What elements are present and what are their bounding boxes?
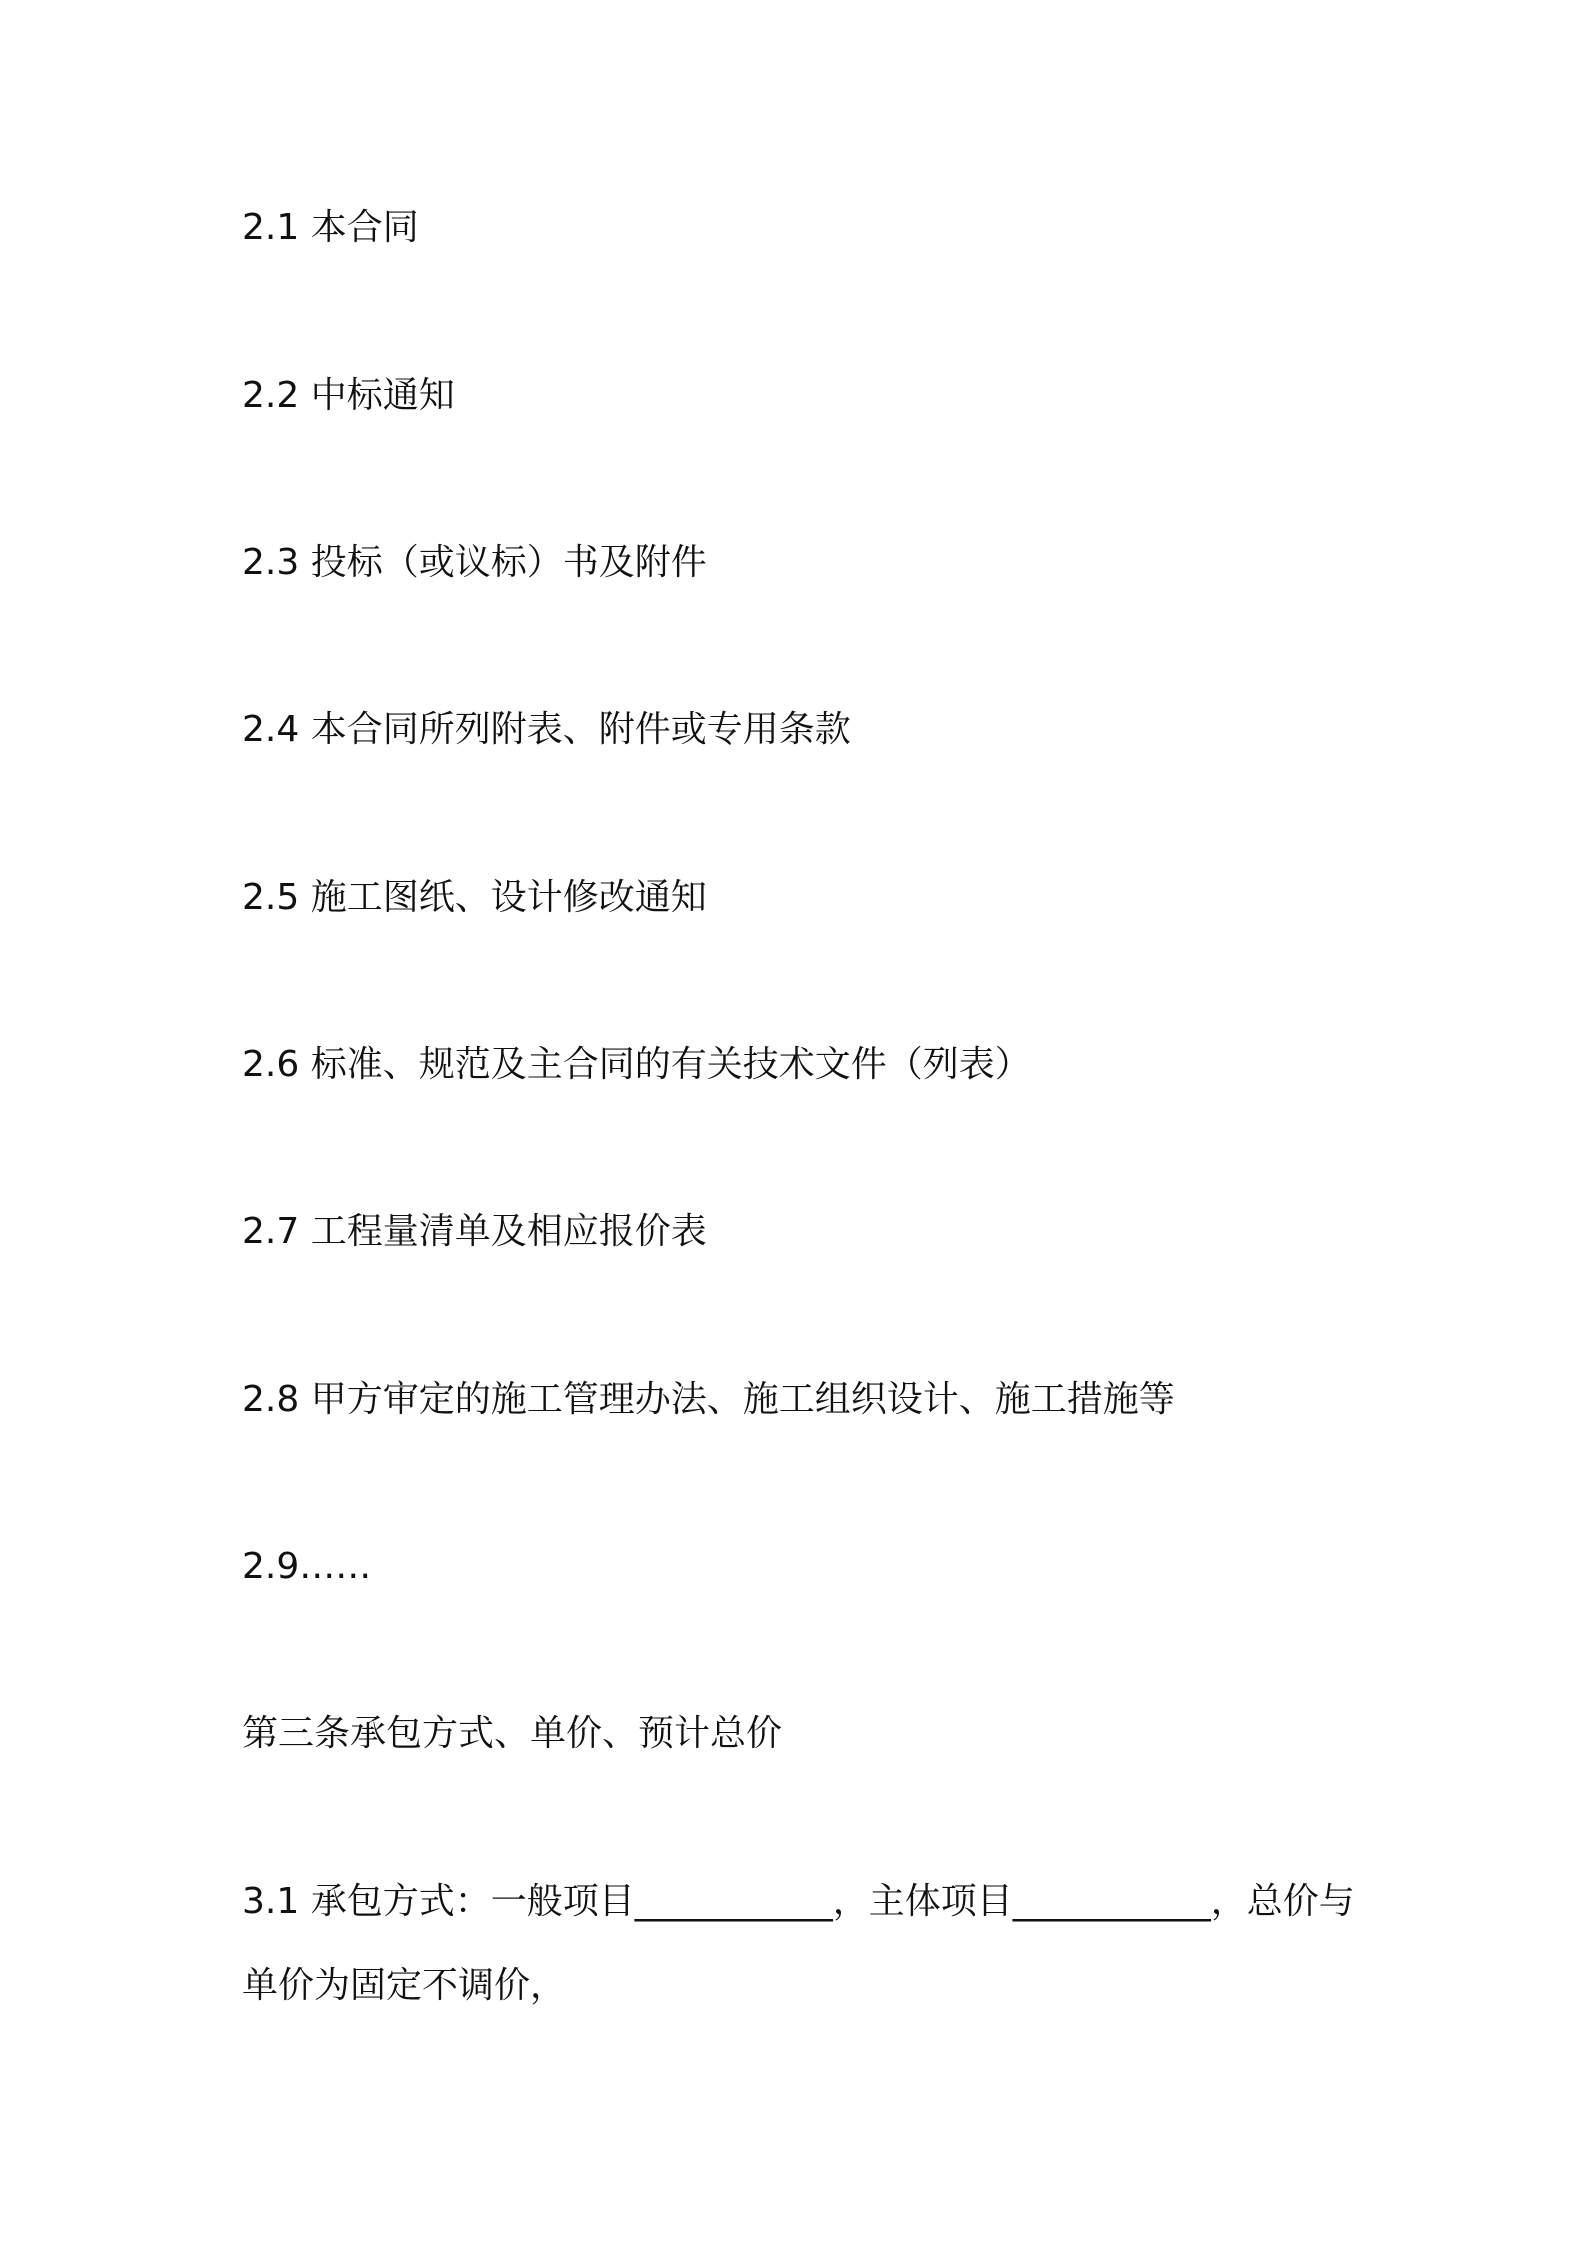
clause-2-1: 2.1 本合同: [242, 207, 419, 248]
clause-2-6: 2.6 标准、规范及主合同的有关技术文件（列表）: [242, 1044, 1031, 1085]
section-heading-article-3: 第三条承包方式、单价、预计总价: [242, 1713, 783, 1754]
clause-2-2: 2.2 中标通知: [242, 375, 455, 416]
clause-2-9: 2.9……: [242, 1546, 372, 1587]
clause-2-4: 2.4 本合同所列附表、附件或专用条款: [242, 709, 851, 750]
clause-2-8: 2.8 甲方审定的施工管理办法、施工组织设计、施工措施等: [242, 1379, 1175, 1420]
clause-2-5: 2.5 施工图纸、设计修改通知: [242, 877, 707, 918]
clause-2-3: 2.3 投标（或议标）书及附件: [242, 542, 707, 583]
clause-3-1: 3.1 承包方式：一般项目___________，主体项目___________，总价与单价为固定不调价，: [242, 1881, 1355, 2006]
clause-2-7: 2.7 工程量清单及相应报价表: [242, 1211, 707, 1252]
